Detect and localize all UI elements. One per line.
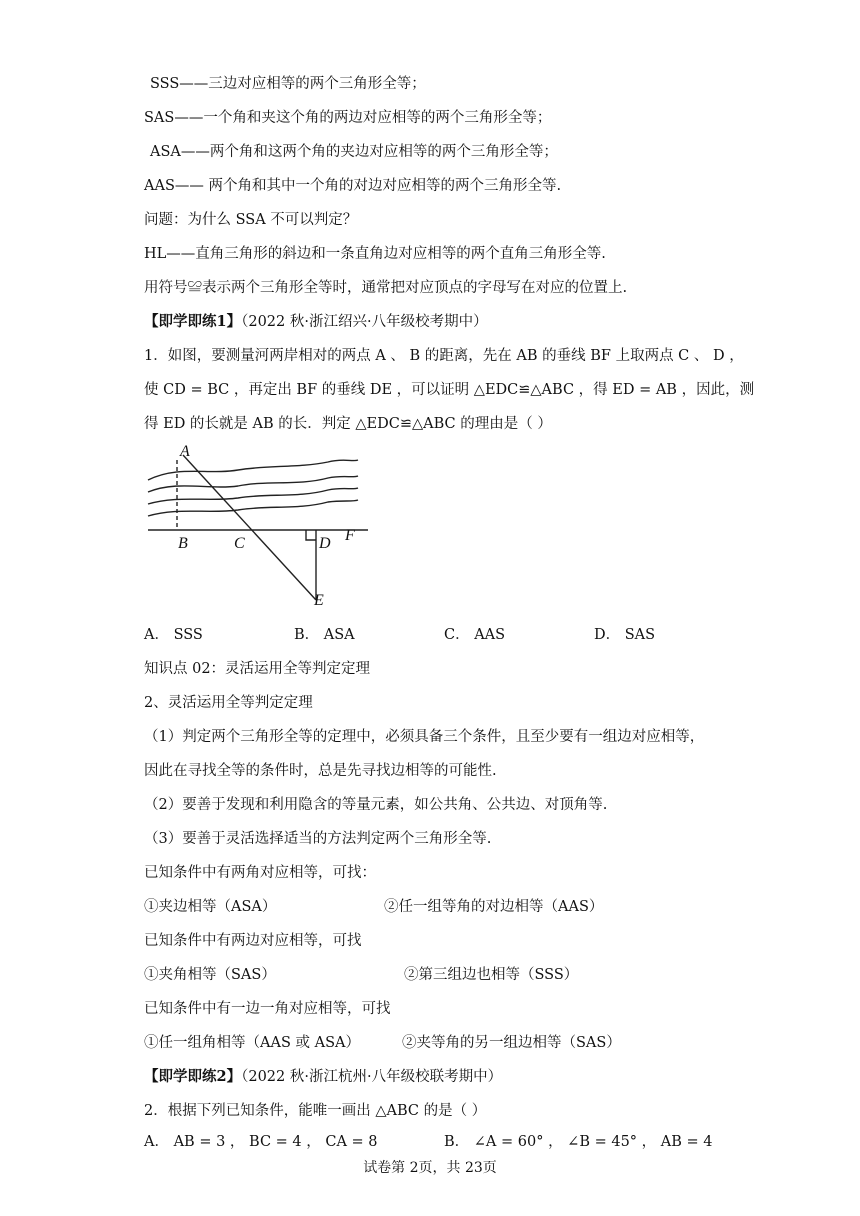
condition-1: 已知条件中有两角对应相等，可找： [144,865,376,881]
condition-3a: ①任一组角相等（AAS 或 ASA） [144,1035,360,1051]
label-a: A [180,443,190,460]
condition-3b: ②夹等角的另一组边相等（SAS） [402,1035,621,1051]
practice1-heading [144,312,488,332]
paragraph-1a: （1）判定两个三角形全等的定理中，必须具备三个条件，且至少要有一组边对应相等， [144,729,705,745]
condition-1a: ①夹边相等（ASA） [144,899,277,915]
q2-option-a[interactable]: A． AB = 3 ， BC = 4 ， CA = 8 [144,1134,378,1150]
label-d: D [319,535,331,552]
q1-line-1: 1．如图，要测量河两岸相对的两点 A 、 B 的距离，先在 AB 的垂线 BF 上取两点 C 、 D ， [144,348,744,364]
q2-stem: 2．根据下列已知条件，能唯一画出 △ABC 的是（ ） [144,1103,487,1119]
q1-option-b[interactable]: B． ASA [294,627,355,643]
practice1-source: （2022 秋·浙江绍兴·八年级校考期中） [241,314,488,330]
label-c: C [234,535,245,552]
ssa-question: 问题：为什么 SSA 不可以判定？ [144,212,358,228]
hl-line: HL——直角三角形的斜边和一条直角边对应相等的两个直角三角形全等. [144,246,606,262]
river-wave-1 [148,460,358,480]
practice1-tag: 【即学即练1】 [144,313,242,330]
condition-2a: ①夹角相等（SAS） [144,967,276,983]
river-wave-4 [148,500,358,516]
segment-ae [183,455,316,600]
river-figure [138,440,378,615]
paragraph-2: （2）要善于发现和利用隐含的等量元素，如公共角、公共边、对顶角等. [144,797,608,813]
q2-option-b[interactable]: B． ∠A = 60° ， ∠B = 45° ， AB = 4 [444,1134,713,1150]
knowledge-point-02: 知识点 02：灵活运用全等判定定理 [144,661,371,677]
practice2-heading [144,1067,502,1087]
label-e: E [314,592,324,609]
q1-line-2: 使 CD = BC ，再定出 BF 的垂线 DE ，可以证明 △EDC≌△ABC ，得 ED = AB ，因此，测 [144,382,755,398]
practice2-tag: 【即学即练2】 [144,1068,242,1085]
q1-line-3: 得 ED 的长就是 AB 的长．判定 △EDC≌△ABC 的理由是（ ） [144,416,552,432]
practice2-source: （2022 秋·浙江杭州·八年级校联考期中） [241,1069,503,1085]
condition-2b: ②第三组边也相等（SSS） [404,967,579,983]
q1-option-d[interactable]: D． SAS [594,627,656,643]
knowledge-point-02-title: 2、灵活运用全等判定定理 [144,695,313,711]
symbol-line: 用符号≌表示两个三角形全等时，通常把对应顶点的字母写在对应的位置上. [144,280,628,296]
condition-2: 已知条件中有两边对应相等，可找 [144,933,362,949]
page-footer: 试卷第 2页，共 23页 [363,1160,497,1176]
aas-line: AAS—— 两个角和其中一个角的对边对应相等的两个三角形全等. [144,178,562,194]
q1-option-c[interactable]: C． AAS [444,627,506,643]
condition-1b: ②任一组等角的对边相等（AAS） [384,899,604,915]
paragraph-1b: 因此在寻找全等的条件时，总是先寻找边相等的可能性. [144,763,497,779]
right-angle-mark [306,530,316,540]
q1-option-a[interactable]: A． SSS [144,627,203,643]
asa-line: ASA——两个角和这两个角的夹边对应相等的两个三角形全等； [150,144,558,160]
condition-3: 已知条件中有一边一角对应相等，可找 [144,1001,391,1017]
river-wave-2 [148,476,358,492]
label-b: B [178,535,188,552]
paragraph-3: （3）要善于灵活选择适当的方法判定两个三角形全等. [144,831,492,847]
label-f: F [345,527,355,544]
river-wave-3 [148,488,358,504]
sss-line: SSS——三边对应相等的两个三角形全等； [150,76,426,92]
sas-line: SAS——一个角和夹这个角的两边对应相等的两个三角形全等； [144,110,552,126]
